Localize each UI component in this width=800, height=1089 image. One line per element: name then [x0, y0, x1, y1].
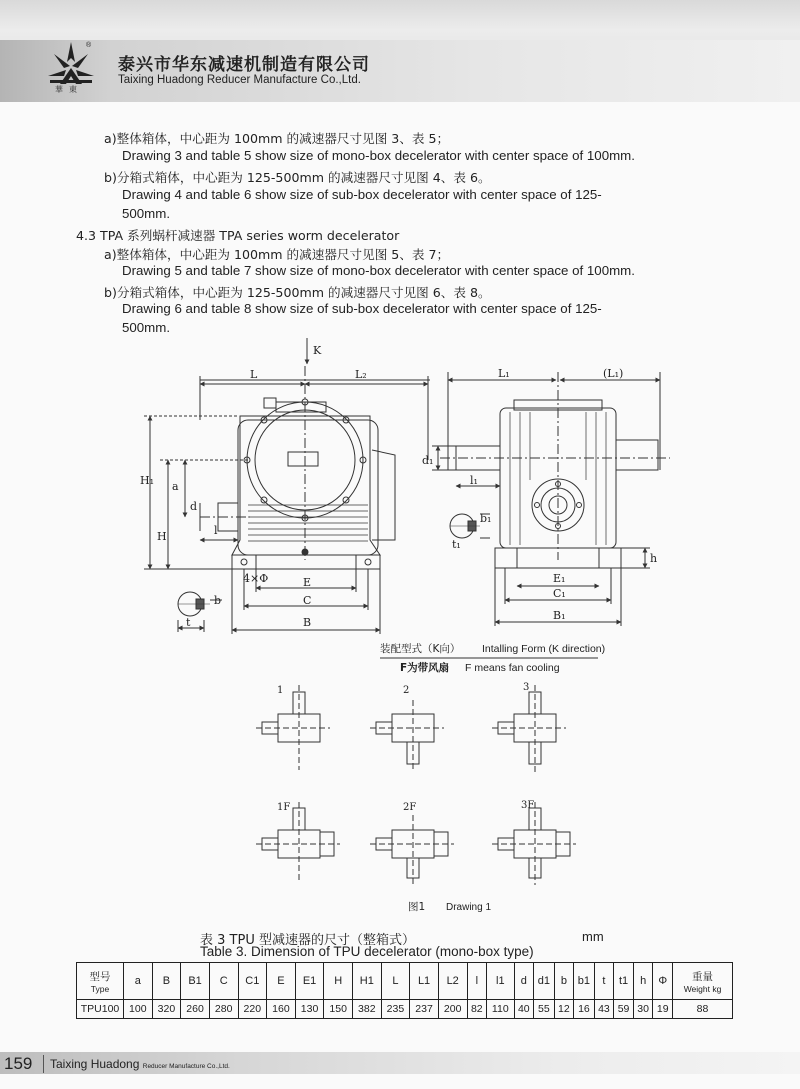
- table-cell: TPU100: [77, 1000, 124, 1019]
- label-l1: L₁: [498, 367, 510, 380]
- text-line: Drawing 6 and table 8 show size of sub-box decelerator with center space of 125-: [122, 301, 602, 316]
- label-t: t: [186, 616, 191, 629]
- text-line: a)整体箱体，中心距为 100mm 的减速器尺寸见图 5、表 7；: [104, 247, 450, 262]
- form-label: 1: [277, 685, 284, 696]
- header-col: H1: [353, 963, 382, 1000]
- text-line: b)分箱式箱体，中心距为 125-500mm 的减速器尺寸见图 6、表 8。: [104, 285, 491, 300]
- label-l1-small: l₁: [470, 474, 478, 487]
- table-cell: 237: [410, 1000, 439, 1019]
- label-h: H: [157, 530, 167, 543]
- header-col: H: [324, 963, 353, 1000]
- label-h1: H₁: [140, 474, 155, 487]
- table-header-row: [77, 963, 733, 1000]
- label-l-small: l: [214, 524, 218, 537]
- install-form-1f: [256, 802, 340, 882]
- form-label: 3F: [521, 800, 535, 811]
- table-cell: 150: [324, 1000, 353, 1019]
- header-col: C: [209, 963, 238, 1000]
- label-d: d: [190, 500, 198, 513]
- table-cell: 40: [514, 1000, 534, 1019]
- table-unit: mm: [582, 929, 604, 944]
- table-cell: 55: [534, 1000, 554, 1019]
- technical-drawing: [0, 330, 800, 920]
- text-line: Drawing 4 and table 6 show size of sub-box decelerator with center space of 125-: [122, 187, 602, 202]
- drawing-caption-en: Drawing 1: [446, 902, 492, 913]
- header-col: L2: [438, 963, 467, 1000]
- installing-forms: [256, 658, 598, 885]
- table-cell: 12: [554, 1000, 574, 1019]
- label-b: B: [303, 616, 312, 629]
- label-e: E: [303, 576, 312, 589]
- label-l: L: [250, 368, 258, 381]
- header-weight: 重量 Weight kg: [673, 963, 733, 1000]
- header-type: 型号 Type: [77, 963, 124, 1000]
- header-col: h: [633, 963, 653, 1000]
- text-line: b)分箱式箱体，中心距为 125-500mm 的减速器尺寸见图 4、表 6。: [104, 170, 491, 185]
- install-title-en: Intalling Form (K direction): [482, 643, 606, 655]
- label-c1: C₁: [553, 587, 566, 600]
- table-cell: 130: [295, 1000, 324, 1019]
- header-col: d1: [534, 963, 554, 1000]
- table-cell: 260: [181, 1000, 210, 1019]
- header-col: E1: [295, 963, 324, 1000]
- text-line: 500mm.: [122, 206, 171, 221]
- label-l1-paren: (L₁): [603, 367, 624, 380]
- header-col: b1: [574, 963, 594, 1000]
- table-cell: 82: [467, 1000, 487, 1019]
- header-col: Φ: [653, 963, 673, 1000]
- table-cell: 200: [438, 1000, 467, 1019]
- text-line: Drawing 3 and table 5 show size of mono-box decelerator with center space of 100mm.: [122, 148, 635, 163]
- company-name-en: Taixing Huadong Reducer Manufacture Co.,Ltd.: [118, 74, 361, 86]
- registered-mark: ®: [86, 42, 92, 49]
- form-label: 1F: [277, 802, 291, 813]
- table-title-cn: 表 3 TPU 型减速器的尺寸（整箱式）: [200, 933, 415, 948]
- front-view: [144, 366, 430, 634]
- header-col: t: [594, 963, 614, 1000]
- label-phi: 4×Φ: [243, 572, 269, 585]
- fan-note-en: F means fan cooling: [465, 662, 560, 674]
- label-b-key: b: [214, 594, 222, 607]
- header-col: b: [554, 963, 574, 1000]
- table-row: [77, 1000, 733, 1019]
- header-col: d: [514, 963, 534, 1000]
- header-col: a: [124, 963, 153, 1000]
- table-cell: 100: [124, 1000, 153, 1019]
- table-cell: 43: [594, 1000, 614, 1019]
- footer-company-small: Reducer Manufacture Co.,Ltd.: [142, 1063, 230, 1070]
- dimension-table: [76, 962, 733, 1019]
- label-a: a: [172, 480, 179, 493]
- header-col: l1: [487, 963, 514, 1000]
- footer-company: [50, 1057, 230, 1071]
- side-view: [432, 372, 670, 626]
- table-cell: 59: [614, 1000, 634, 1019]
- header-col: E: [267, 963, 296, 1000]
- table-cell: 160: [267, 1000, 296, 1019]
- table-cell: 320: [152, 1000, 181, 1019]
- install-form-2: [370, 700, 444, 772]
- header-col: C1: [238, 963, 267, 1000]
- text-line: Drawing 5 and table 7 show size of mono-box decelerator with center space of 100mm.: [122, 263, 635, 278]
- header-col: l: [467, 963, 487, 1000]
- label-b1: B₁: [553, 609, 566, 622]
- page-header: [0, 0, 800, 100]
- header-col: B1: [181, 963, 210, 1000]
- table-title-en: Table 3. Dimension of TPU decelerator (mono-box type): [200, 944, 534, 959]
- install-form-2f: [370, 815, 454, 885]
- form-label: 3: [523, 682, 530, 693]
- install-title-cn: 装配型式（K向）: [380, 643, 461, 655]
- label-h-small: h: [650, 552, 658, 565]
- header-col: t1: [614, 963, 634, 1000]
- table-cell: 16: [574, 1000, 594, 1019]
- page-footer: [0, 1052, 800, 1089]
- section-heading: 4.3 TPA 系列蜗杆减速器 TPA series worm decelerator: [76, 228, 400, 243]
- label-b1-key: b₁: [480, 512, 492, 525]
- page-number: 159: [4, 1054, 33, 1073]
- table-body: [77, 1000, 733, 1019]
- table-cell: 220: [238, 1000, 267, 1019]
- logo-text: 華東: [55, 85, 83, 94]
- footer-company-name: Taixing Huadong: [50, 1057, 140, 1071]
- header-col: B: [152, 963, 181, 1000]
- install-form-1: [256, 685, 330, 770]
- company-name-cn: 泰兴市华东减速机制造有限公司: [118, 55, 370, 75]
- label-e1: E₁: [553, 572, 566, 585]
- text-line: a)整体箱体，中心距为 100mm 的减速器尺寸见图 3、表 5；: [104, 131, 450, 146]
- table-cell: 88: [673, 1000, 733, 1019]
- fan-note-cn: F为带风扇: [400, 662, 450, 674]
- label-k: K: [313, 344, 322, 357]
- form-label: 2F: [403, 802, 417, 813]
- table-cell: 235: [381, 1000, 410, 1019]
- label-d1: d₁: [422, 454, 434, 467]
- text-line: 500mm.: [122, 320, 171, 335]
- table-cell: 110: [487, 1000, 514, 1019]
- form-label: 2: [403, 685, 410, 696]
- table-cell: 280: [209, 1000, 238, 1019]
- drawing-caption-cn: 图1: [408, 901, 426, 913]
- label-t1: t₁: [452, 538, 461, 551]
- table-cell: 30: [633, 1000, 653, 1019]
- header-col: L: [381, 963, 410, 1000]
- install-form-3f: [492, 802, 576, 885]
- label-c: C: [303, 594, 312, 607]
- footer-divider: [43, 1055, 44, 1073]
- install-form-3: [492, 685, 566, 772]
- header-col: L1: [410, 963, 439, 1000]
- table-cell: 19: [653, 1000, 673, 1019]
- table-cell: 382: [353, 1000, 382, 1019]
- label-l2: L₂: [355, 368, 367, 381]
